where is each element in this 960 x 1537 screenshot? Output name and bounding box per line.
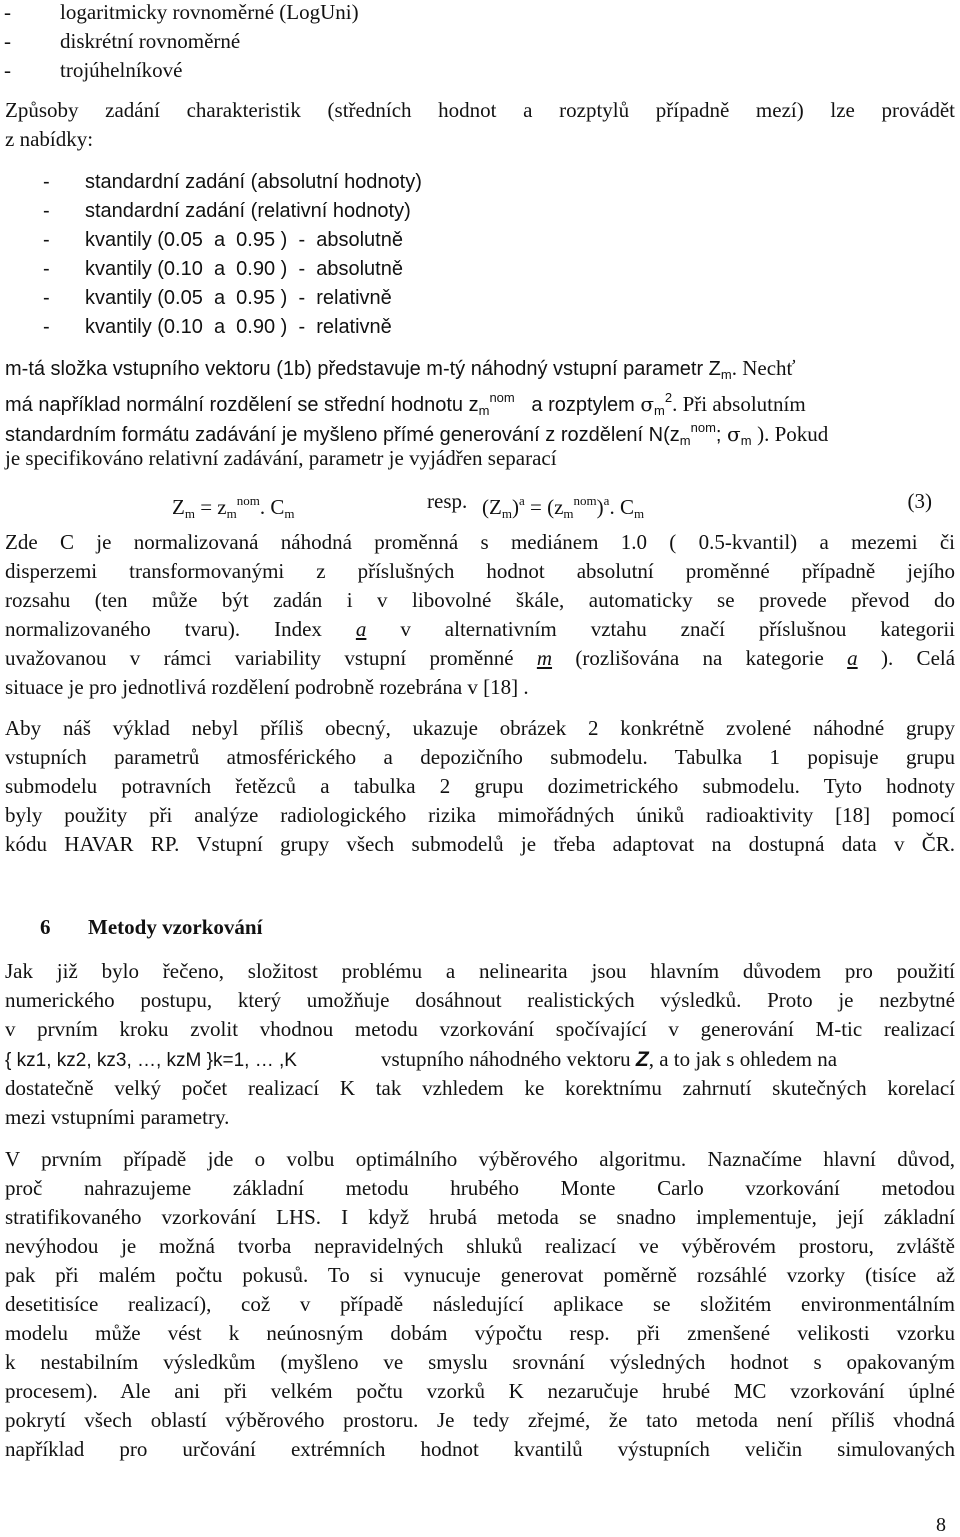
text-line: Způsoby zadání charakteristik (středních hodnot a rozptylů případně mezí) lze provádět	[5, 98, 955, 122]
list-item: - diskrétní rovnoměrné	[4, 29, 241, 53]
text-line: V prvním případě jde o volbu optimálního výběrového algoritmu. Naznačíme hlavní důvod,	[5, 1147, 955, 1171]
text-line: byly použity při analýze radiologického rizika mimořádných úniků radioaktivity [18] pomocí	[5, 803, 955, 827]
page-number: 8	[936, 1514, 946, 1536]
text-line: rozsahu (ten může být zadán i v libovolné škále, automaticky se provede převod do	[5, 588, 955, 612]
list-item: - trojúhelníkové	[4, 58, 183, 82]
equation-number: (3)	[907, 489, 932, 513]
text-line: standardním formátu zadávání je myšleno přímé generování z rozdělení $N(z_m^{nom}$; $\sigma_m$ ). Pokud	[5, 420, 829, 448]
text-line: je specifikováno relativní zadávání, parametr je vyjádřen separací	[5, 446, 557, 470]
section-heading: 6 Metody vzorkování	[40, 915, 263, 939]
text-line: kódu HAVAR RP. Vstupní grupy všech submodelů je třeba adaptovat na dostupná data v ČR.	[5, 832, 955, 856]
text-line: procesem). Ale ani při velkém počtu vzorků K nezaručuje hrubé MC vzorkování úplné	[5, 1379, 955, 1403]
text-line: pokrytí všech oblastí výběrového prostoru. Je tedy zřejmé, že tato metoda není příliš vhodná	[5, 1408, 955, 1432]
text-line: z nabídky:	[5, 127, 94, 151]
text-line: v prvním kroku zvolit vhodnou metodu vzorkování spočívající v generování M-tic realizací	[5, 1017, 955, 1041]
text-line: { kz1, kz2, kz3, …, kzM }k=1, … ,K vstupního náhodného vektoru Z, a to jak s ohledem na	[5, 1047, 838, 1071]
text-line: k nestabilním výsledkům (myšleno ve smyslu srovnání výsledných hodnot s opakovaným	[5, 1350, 955, 1374]
text-line: například pro určování extrémních hodnot kvantilů výstupních veličin simulovaných	[5, 1437, 955, 1461]
text-line: pak při malém počtu pokusů. To si vynucuje generovat poměrně rozsáhlé vzorky (tisíce až	[5, 1263, 955, 1287]
text-line: mezi vstupními parametry.	[5, 1105, 230, 1129]
text-line: uvažovanou v rámci variability vstupní proměnné m (rozlišována na kategorie a ). Celá	[5, 646, 956, 670]
text-line: modelu může vést k neúnosným dobám výpočtu resp. při zmenšené velikosti vzorku	[5, 1321, 955, 1345]
text-line: numerického postupu, který umožňuje dosáhnout realistických výsledků. Proto je nezbytné	[5, 988, 955, 1012]
text-line: stratifikovaného vzorkování LHS. I když hrubá metoda se snadno implementuje, její základní	[5, 1205, 955, 1229]
text-line: Jak již bylo řečeno, složitost problému a nelinearita jsou hlavním důvodem pro použití	[5, 959, 955, 983]
text-line: m-tá složka vstupního vektoru (1b) představuje m-tý náhodný vstupní parametr $Z_m$. Nechť	[5, 356, 796, 382]
text-line: proč nahrazujeme základní metodu hrubého Monte Carlo vzorkování metodou	[5, 1176, 955, 1200]
text-line: submodelu potravních řetězců a tabulka 2 grupu dozimetrického submodelu. Tyto hodnoty	[5, 774, 955, 798]
text-line: Aby náš výklad nebyl příliš obecný, ukazuje obrázek 2 konkrétně zvolené náhodné grupy	[5, 716, 955, 740]
text-line: dostatečně velký počet realizací K tak vzhledem ke korektnímu zahrnutí skutečných korelací	[5, 1076, 955, 1100]
text-line: Zde C je normalizovaná náhodná proměnná s mediánem 1.0 ( 0.5-kvantil) a mezemi či	[5, 530, 955, 554]
document-page: - logaritmicky rovnoměrné (LogUni) - diskrétní rovnoměrné - trojúhelníkové Způsoby zadání charakteristik (středních hodnot a rozptylů případně mezí) lze provádět z nabídky: - standardní zadání (absolutní hodnoty) - standardní zadání (relativní hodnoty) - kvantily (0.05 a 0.95 ) - absolutně - kvantily (0.10 a 0.90 ) - absolutně - kvantily (0.05 a 0.95 ) - relativně - kvantily (0.10 a 0.90 ) - relativně m-tá složka vstupního vektoru (1b) představuje m-tý náhodný vstupní parametr $Z_m$. Nechť má například normální rozdělení se střední hodnotu $z_m^{nom}$ a rozptylem $\sigma_m^2$. Při absolutním standardním formátu zadávání je myšleno přímé generování z rozdělení $N(z_m^{nom}$; $\sigma_m$ ). Pokud je specifikováno relativní zadávání, parametr je vyjádřen separací $Z_m = z_m^{nom}$. $C_m$ resp. $(Z_m)^a = (z_m^{nom})^a$. $C_m$ (3) Zde C je normalizovaná náhodná proměnná s mediánem 1.0 ( 0.5-kvantil) a mezemi či disperzemi transformovanými z příslušných hodnot absolutní proměnné případně jejího rozsahu (ten může být zadán i v libovolné škále, automaticky se provede převod do normalizovaného tvaru). Index a v alternativním vztahu značí příslušnou kategorii uvažovanou v rámci variability vstupní proměnné m (rozlišována na kategorie a ). Celá situace je pro jednotlivá rozdělení podrobně rozebrána v [18] . Aby náš výklad nebyl příliš obecný, ukazuje obrázek 2 konkrétně zvolené náhodné grupy vstupních parametrů atmosférického a depozičního submodelu. Tabulka 1 popisuje grupu submodelu potravních řetězců a tabulka 2 grupu dozimetrického submodelu. Tyto hodnoty byly použity při analýze radiologického rizika mimořádných úniků radioaktivity [18] pomocí kódu HAVAR RP. Vstupní grupy všech submodelů je třeba adaptovat na dostupná data v ČR. 6 Metody vzorkování Jak již bylo řečeno, složitost problému a nelinearita jsou hlavním důvodem pro použití numerického postupu, který umožňuje dosáhnout realistických výsledků. Proto je nezbytné v prvním kroku zvolit vhodnou metodu vzorkování spočívající v generování M-tic realizací { kz1, kz2, kz3, …, kzM }k=1, … ,K vstupního náhodného vektoru Z, a to jak s ohledem na dostatečně velký počet realizací K tak vzhledem ke korektnímu zahrnutí skutečných korelací mezi vstupními parametry. V prvním případě jde o volbu optimálního výběrového algoritmu. Naznačíme hlavní důvod, proč nahrazujeme základní metodu hrubého Monte Carlo vzorkování metodou stratifikovaného vzorkování LHS. I když hrubá metoda se snadno implementuje, její základní nevýhodou je možná tvorba nepravidelných shluků realizací ve výběrovém prostoru, zvláště pak při malém počtu pokusů. To si vynucuje generovat poměrně rozsáhlé vzorky (tisíce až desetitisíce realizací), což v případě následující aplikace se složitém environmentálním modelu může vést k neúnosným dobám výpočtu resp. při zmenšené velikosti vzorku k nestabilním výsledkům (myšleno ve smyslu srovnání výsledných hodnot s opakovaným procesem). Ale ani při velkém počtu vzorků K nezaručuje hrubé MC vzorkování úplné pokrytí všech oblastí výběrového prostoru. Je tedy zřejmé, že tato metoda není příliš vhodná například pro určování extrémních hodnot kvantilů výstupních veličin simulovaných 8	[0, 0, 960, 1537]
text-line: situace je pro jednotlivá rozdělení podrobně rozebrána v [18] .	[5, 675, 529, 699]
list-item: - logaritmicky rovnoměrné (LogUni)	[4, 0, 359, 24]
formula: $Z_m = z_m^{nom}$. $C_m$ resp. $(Z_m)^a = (z_m^{nom})^a$. $C_m$ (3)	[172, 489, 932, 521]
text-line: desetitisíce realizací), což v případě následující aplikace se složitém environmentálním	[5, 1292, 955, 1316]
text-line: vstupních parametrů atmosférického a depozičního submodelu. Tabulka 1 popisuje grupu	[5, 745, 955, 769]
text-line: má například normální rozdělení se střední hodnotu $z_m^{nom}$ a rozptylem $\sigma_m^2$. Při absolutním	[5, 390, 806, 418]
text-line: nevýhodou je možná tvorba nepravidelných shluků realizací ve výběrovém prostoru, zvláště	[5, 1234, 955, 1258]
text-line: normalizovaného tvaru). Index a v alternativním vztahu značí příslušnou kategorii	[5, 617, 956, 641]
realization-set: { kz1, kz2, kz3, …, kzM }k=1, … ,K	[5, 1050, 297, 1071]
text-line: disperzemi transformovanými z příslušných hodnot absolutní proměnné případně jejího	[5, 559, 955, 583]
